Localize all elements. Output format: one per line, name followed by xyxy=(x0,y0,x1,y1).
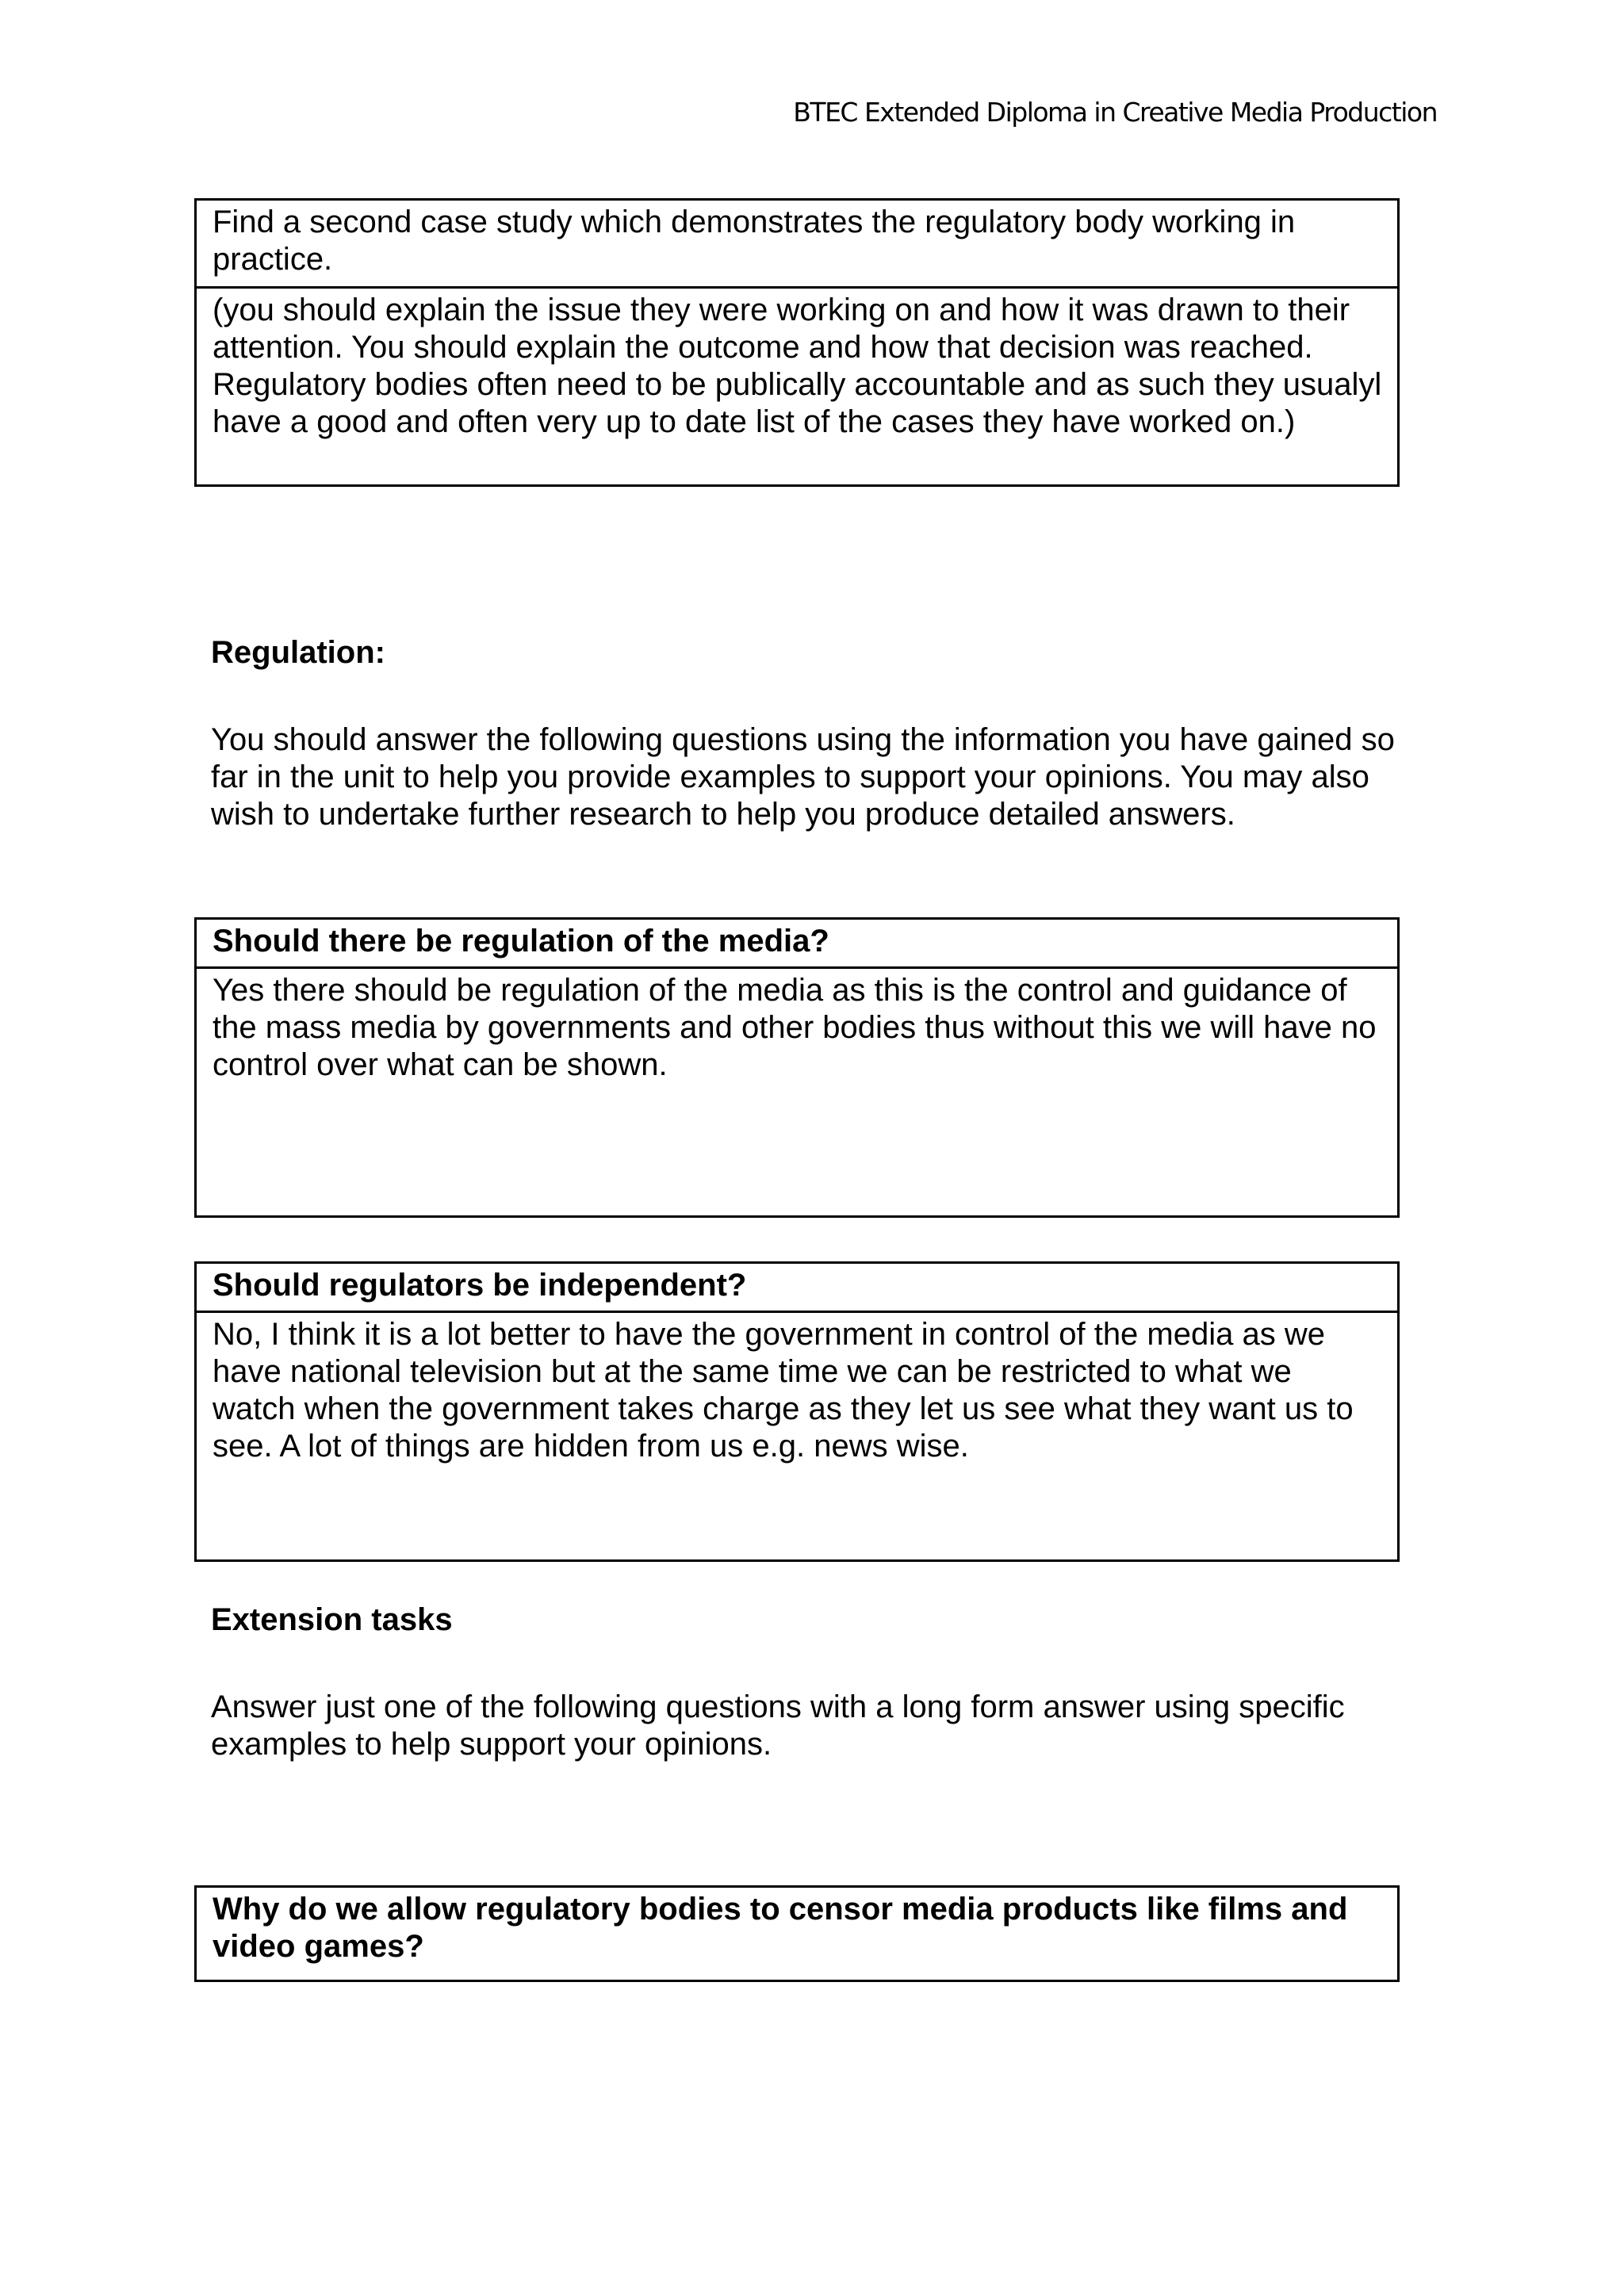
extension-question: Why do we allow regulatory bodies to censor media products like films and video games? xyxy=(213,1892,1348,1964)
extension-heading: Extension tasks xyxy=(211,1602,453,1637)
question-box-regulation xyxy=(194,917,1400,1218)
question-heading: Should regulators be independent? xyxy=(213,1268,747,1303)
case-study-prompt: Find a second case study which demonstrates the regulatory body working in practice. xyxy=(213,205,1296,277)
extension-intro: Answer just one of the following questions with a long form answer using specific examples to help support your opinions. xyxy=(211,1689,1345,1762)
answer-text: Yes there should be regulation of the media as this is the control and guidance of the mass media by governments and other bodies thus without this we will have no control over what can be shown. xyxy=(197,966,1397,1215)
extension-question-box xyxy=(194,1885,1400,1982)
case-study-box xyxy=(194,198,1400,487)
answer-text: No, I think it is a lot better to have the government in control of the media as we have national television but at the same time we can be restricted to what we watch when the government takes charge as they let us see what they want us to see. A lot of things are hidden from us e.g. news wise. xyxy=(197,1311,1397,1559)
case-study-guidance: (you should explain the issue they were working on and how it was drawn to their attention. You should explain the outcome and how that decision was reached. Regulatory bodies often need to be publically accountable and as such they usualyl have a good and often very up to date list of the cases they have worked on.) xyxy=(197,286,1397,484)
question-heading: Should there be regulation of the media? xyxy=(213,924,829,959)
document-header: BTEC Extended Diploma in Creative Media Production xyxy=(793,97,1437,128)
regulation-intro: You should answer the following questions using the information you have gained so far in the unit to help you provide examples to support your opinions. You may also wish to undertake further research to help you produce detailed answers. xyxy=(211,722,1395,832)
question-box-independence xyxy=(194,1261,1400,1562)
regulation-heading: Regulation: xyxy=(211,635,385,670)
